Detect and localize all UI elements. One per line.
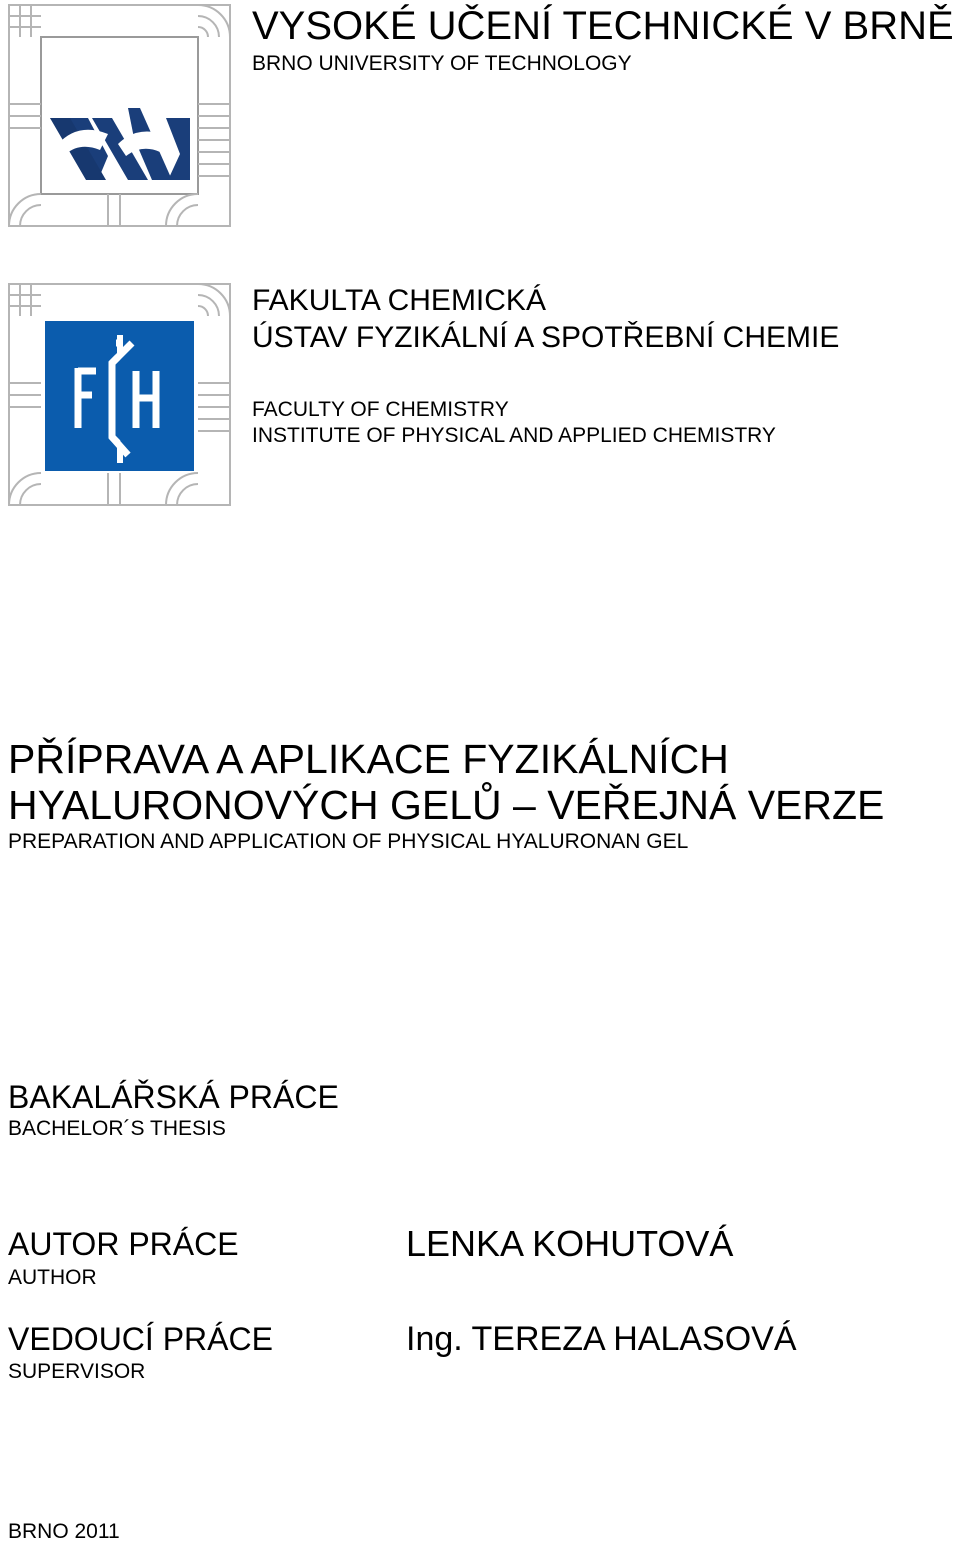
supervisor-label-en: SUPERVISOR (8, 1360, 146, 1383)
author-label-en: AUTHOR (8, 1266, 97, 1289)
thesis-type-cz: BAKALÁŘSKÁ PRÁCE (8, 1079, 339, 1115)
institute-name-cz: ÚSTAV FYZIKÁLNÍ A SPOTŘEBNÍ CHEMIE (252, 321, 840, 354)
faculty-name-en: FACULTY OF CHEMISTRY (252, 398, 509, 421)
city-year: BRNO 2011 (8, 1520, 120, 1543)
author-name: LENKA KOHUTOVÁ (406, 1223, 734, 1264)
supervisor-name: Ing. TEREZA HALASOVÁ (406, 1320, 797, 1358)
thesis-type-en: BACHELOR´S THESIS (8, 1117, 226, 1140)
university-name-en: BRNO UNIVERSITY OF TECHNOLOGY (252, 52, 632, 75)
university-name-cz: VYSOKÉ UČENÍ TECHNICKÉ V BRNĚ (252, 4, 954, 48)
thesis-title-en: PREPARATION AND APPLICATION OF PHYSICAL HYALURONAN GEL (8, 830, 689, 853)
thesis-title-cz-line1: PŘÍPRAVA A APLIKACE FYZIKÁLNÍCH (8, 736, 729, 782)
institute-name-en: INSTITUTE OF PHYSICAL AND APPLIED CHEMISTRY (252, 424, 776, 447)
author-label-cz: AUTOR PRÁCE (8, 1226, 239, 1262)
supervisor-label-cz: VEDOUCÍ PRÁCE (8, 1321, 273, 1357)
vut-logo-icon (8, 4, 231, 227)
thesis-title-cz-line2: HYALURONOVÝCH GELŮ – VEŘEJNÁ VERZE (8, 782, 885, 828)
fch-logo-icon (8, 283, 231, 506)
faculty-name-cz: FAKULTA CHEMICKÁ (252, 284, 546, 317)
